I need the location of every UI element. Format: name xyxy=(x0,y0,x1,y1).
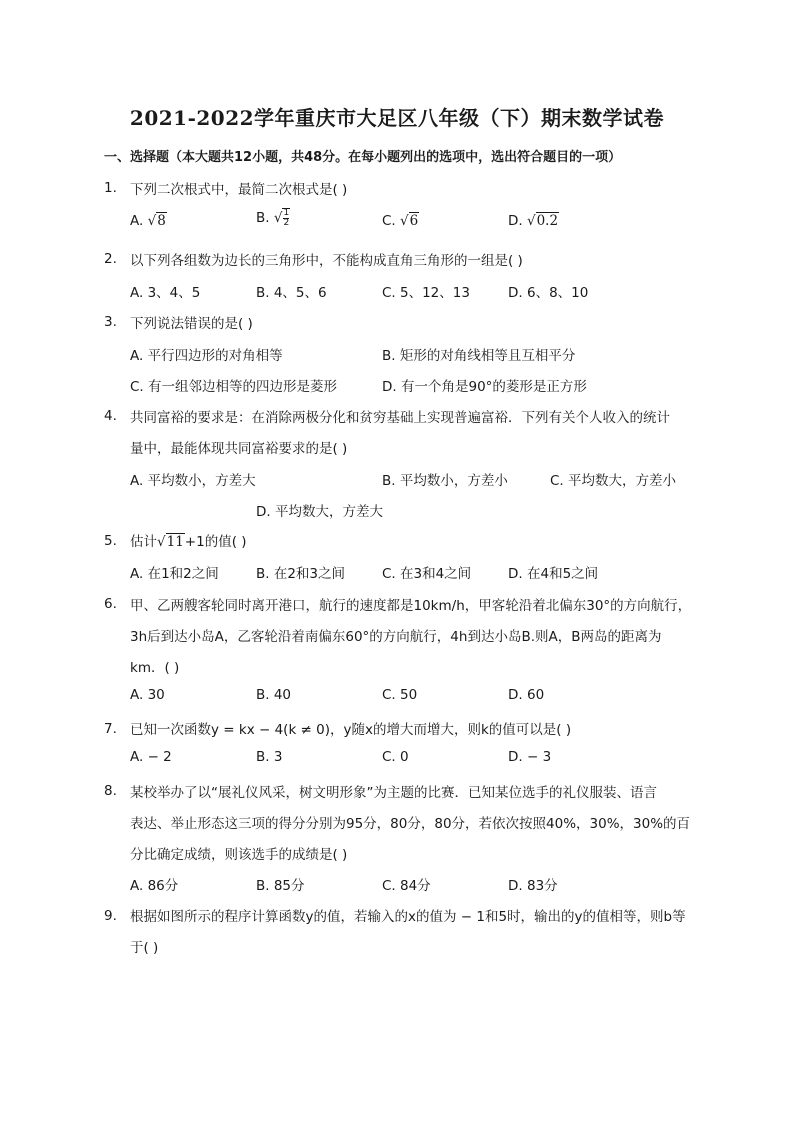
question-number: 5. xyxy=(104,533,117,549)
sqrt-icon: √ xyxy=(526,213,536,229)
option-c: C. 84分 xyxy=(382,878,431,894)
question-stem: 下列说法错误的是( ) xyxy=(130,316,253,332)
option-d: D. 6、8、10 xyxy=(508,285,589,301)
question-number: 2. xyxy=(104,251,117,267)
option-a: A. 3、4、5 xyxy=(130,285,201,301)
option-c: C. 5、12、13 xyxy=(382,285,470,301)
question-stem: km．( ) xyxy=(130,660,180,676)
question-stem: 量中，最能体现共同富裕要求的是( ) xyxy=(130,441,348,457)
option-a: A. √8 xyxy=(130,213,166,229)
question-stem: 于( ) xyxy=(130,940,159,956)
question-stem: 甲、乙两艘客轮同时离开港口，航行的速度都是10km/h，甲客轮沿着北偏东30°的方向航行， xyxy=(130,598,692,614)
question-number: 7. xyxy=(104,721,117,737)
sqrt-icon: √ xyxy=(157,534,166,550)
option-b: B. √ $\frac{1}{2}$ xyxy=(256,208,290,228)
question-stem: 根据如图所示的程序计算函数y的值，若输入的x的值为 − 1和5时，输出的y的值相等，则b等 xyxy=(130,909,686,925)
question-number: 8. xyxy=(104,783,117,799)
option-b: B. 4、5、6 xyxy=(256,285,327,301)
question-stem: 共同富裕的要求是：在消除两极分化和贫穷基础上实现普遍富裕．下列有关个人收入的统计 xyxy=(130,410,670,426)
option-a: A. 86分 xyxy=(130,878,179,894)
question-stem: 3h后到达小岛A，乙客轮沿着南偏东60°的方向航行，4h到达小岛B.则A，B两岛的距离为 xyxy=(130,629,662,645)
option-b: B. 在2和3之间 xyxy=(256,566,346,582)
question-number: 4. xyxy=(104,408,117,424)
option-a: A. 在1和2之间 xyxy=(130,566,219,582)
option-d: D. √0.2 xyxy=(508,213,559,229)
option-b: B. 矩形的对角线相等且互相平分 xyxy=(382,348,576,364)
question-stem: 下列二次根式中，最简二次根式是( ) xyxy=(130,182,348,198)
question-stem: 分比确定成绩，则该选手的成绩是( ) xyxy=(130,847,348,863)
question-stem: 某校举办了以“展礼仪风采，树文明形象”为主题的比赛．已知某位选手的礼仪服装、语言 xyxy=(130,785,657,801)
option-c: C. √6 xyxy=(382,213,419,229)
option-c: C. 平均数大，方差小 xyxy=(550,473,677,489)
question-number: 3. xyxy=(104,314,117,330)
sqrt-icon: √ xyxy=(400,213,409,229)
option-b: B. 3 xyxy=(256,749,283,765)
question-stem: 表达、举止形态这三项的得分分别为95分，80分，80分，若依次按照40%，30%，30%的百 xyxy=(130,816,691,832)
option-a: A. − 2 xyxy=(130,749,172,765)
option-d: D. 在4和5之间 xyxy=(508,566,599,582)
option-d: D. − 3 xyxy=(508,749,552,765)
question-stem: 已知一次函数y = kx − 4(k ≠ 0)，y随x的增大而增大，则k的值可以是( ) xyxy=(130,722,572,738)
option-d: D. 83分 xyxy=(508,878,558,894)
question-stem: 以下列各组数为边长的三角形中，不能构成直角三角形的一组是( ) xyxy=(130,253,523,269)
section-heading: 一、选择题（本大题共12小题，共48分。在每小题列出的选项中，选出符合题目的一项） xyxy=(104,150,622,165)
question-number: 9. xyxy=(104,908,117,924)
option-b: B. 85分 xyxy=(256,878,305,894)
page-title: 2021-2022学年重庆市大足区八年级（下）期末数学试卷 xyxy=(129,106,665,130)
question-number: 6. xyxy=(104,596,117,612)
option-c: C. 0 xyxy=(382,749,409,765)
question-number: 1. xyxy=(104,180,117,196)
option-a: A. 平均数小，方差大 xyxy=(130,473,256,489)
option-d: D. 60 xyxy=(508,687,545,703)
option-a: A. 平行四边形的对角相等 xyxy=(130,348,283,364)
option-c: C. 有一组邻边相等的四边形是菱形 xyxy=(130,379,338,395)
question-stem: 估计√11+1的值( ) xyxy=(130,534,247,550)
option-d: D. 有一个角是90°的菱形是正方形 xyxy=(382,379,587,395)
option-b: B. 平均数小，方差小 xyxy=(382,473,508,489)
sqrt-icon: √ xyxy=(273,210,283,226)
sqrt-icon: √ xyxy=(147,213,157,229)
option-a: A. 30 xyxy=(130,687,165,703)
option-c: C. 50 xyxy=(382,687,418,703)
option-b: B. 40 xyxy=(256,687,292,703)
option-c: C. 在3和4之间 xyxy=(382,566,472,582)
option-d: D. 平均数大，方差大 xyxy=(256,504,383,520)
